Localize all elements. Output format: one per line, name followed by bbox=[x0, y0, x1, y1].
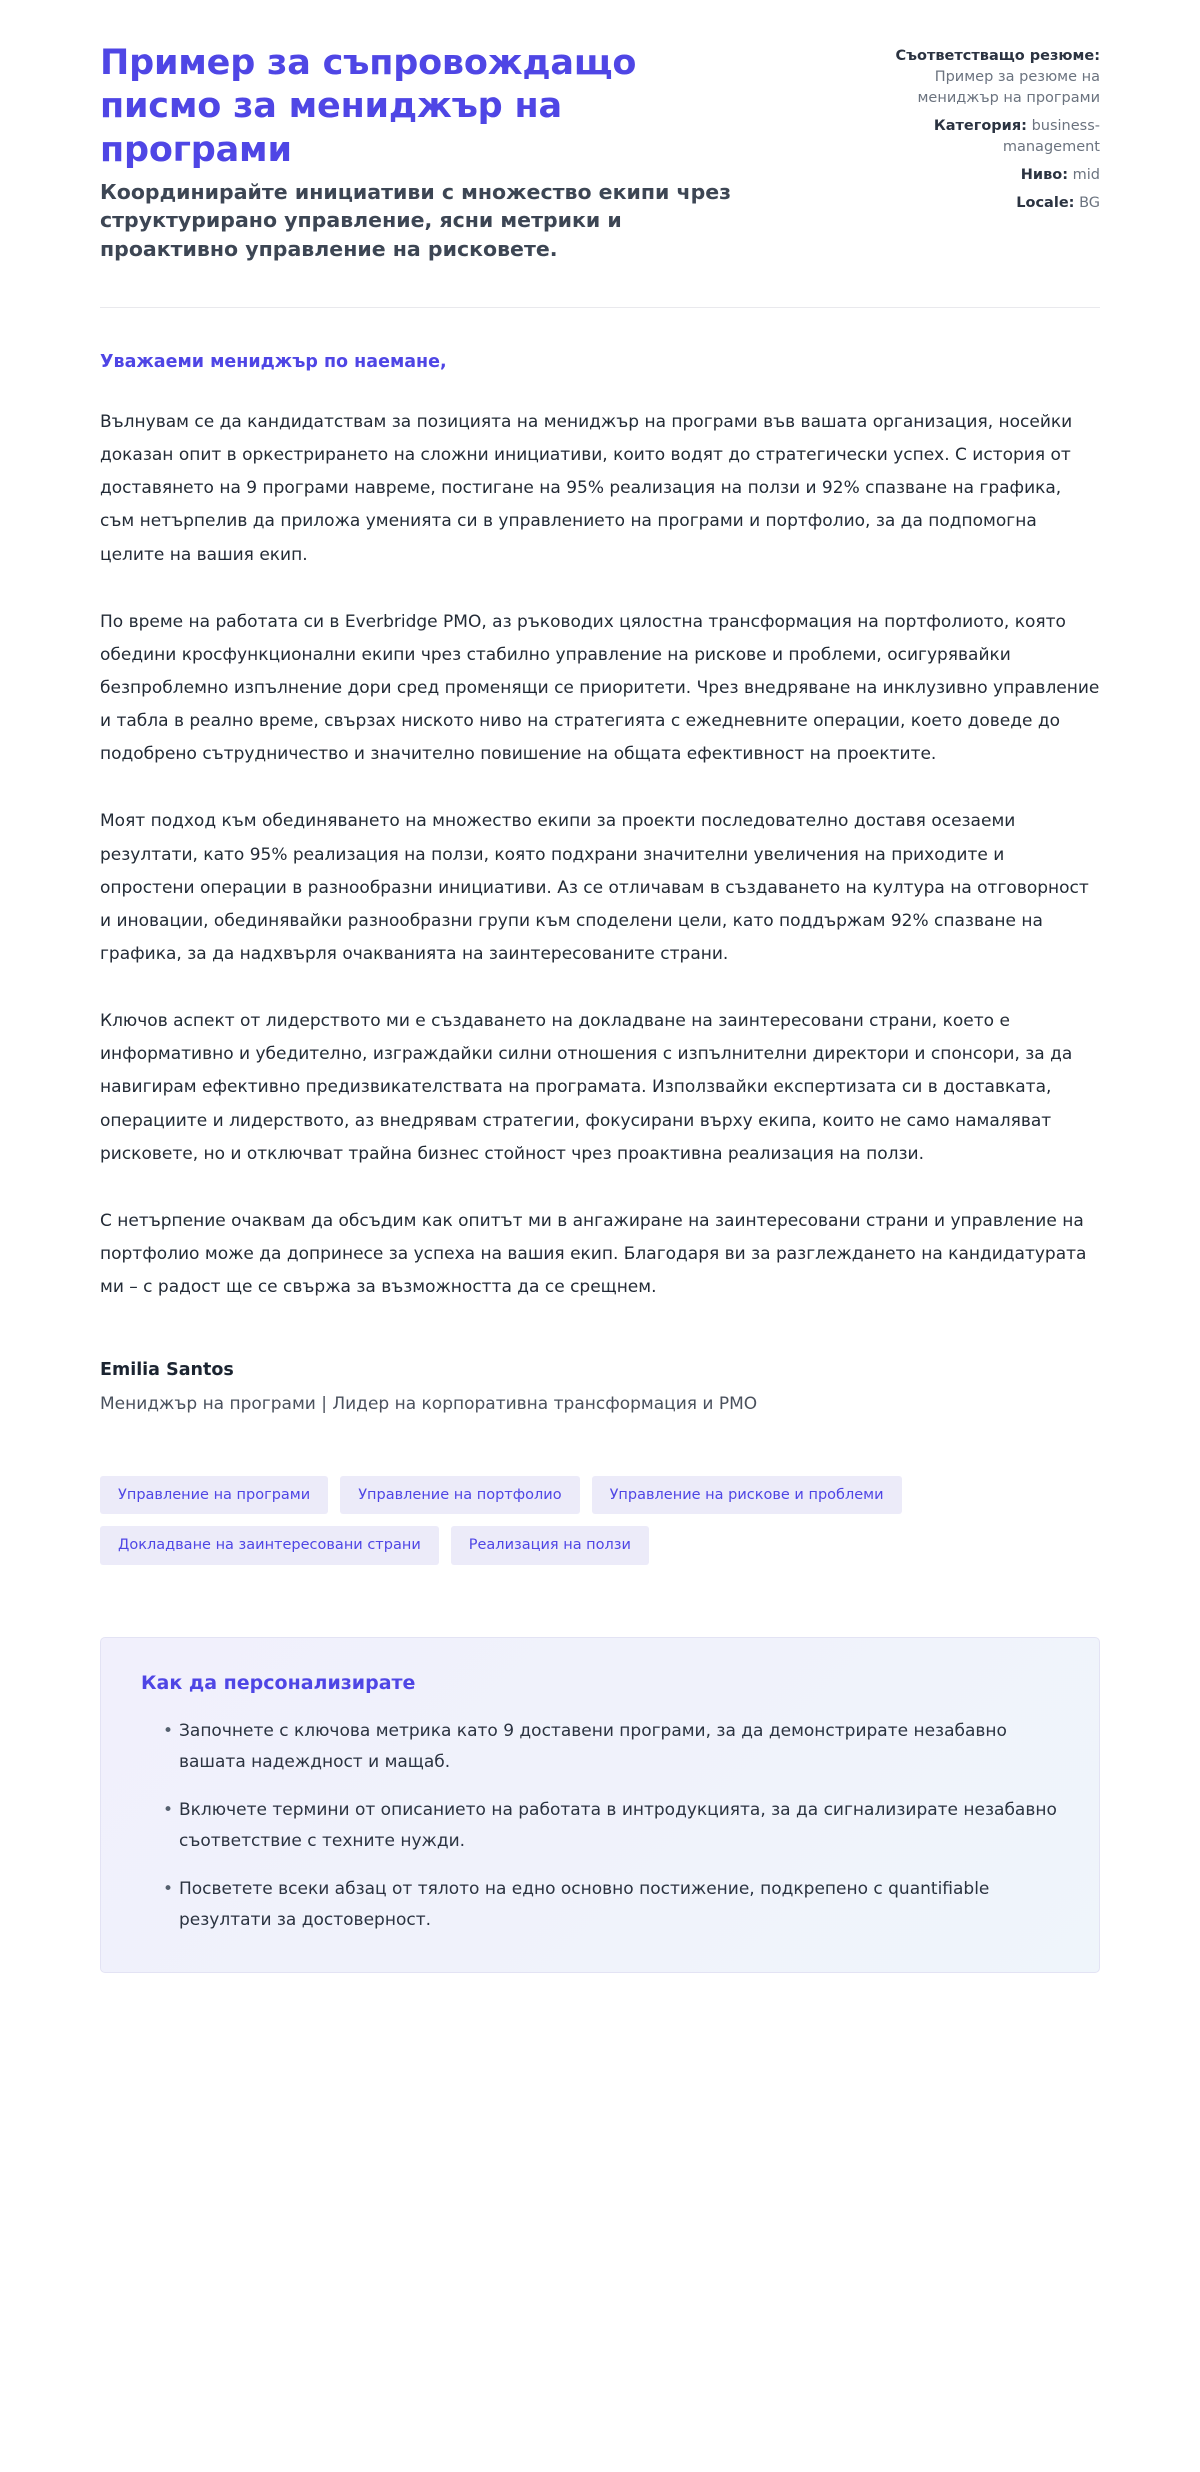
metadata-value: mid bbox=[1072, 167, 1100, 184]
metadata-label: Locale: bbox=[1016, 195, 1075, 212]
metadata-row-level bbox=[870, 165, 1100, 186]
skill-tag[interactable]: Реализация на ползи bbox=[451, 1526, 649, 1565]
letter-paragraph: Ключов аспект от лидерството ми е създаването на докладване на заинтересовани страни, което е информативно и убедително, изграждайки силни отношения с изпълнителни директори и спонсори, за да навигирам ефективно предизвикателствата на програмата. Използвайки експертизата си в доставката, операциите и лидерството, аз внедрявам стратегии, фокусирани върху екипа, които не само намаляват рисковете, но и отключват трайна бизнес стойност чрез проактивна реализация на ползи. bbox=[100, 1011, 1073, 1164]
callout-list-item: • Включете термини от описанието на работата в интродукцията, за да сигнализирате незабавно съответствие с техните нужди. bbox=[163, 1795, 1059, 1858]
cover-letter-body bbox=[100, 308, 1100, 1418]
document-metadata bbox=[870, 42, 1100, 214]
metadata-value: business-management bbox=[1002, 118, 1100, 156]
letter-paragraph: Вълнувам се да кандидатствам за позицията на мениджър на програми във вашата организация, носейки доказан опит в оркестрирането на сложни инициативи, които водят до стратегически успех. С история от доставянето на 9 програми навреме, постигане на 95% реализация на ползи и 92% спазване на графика, съм нетърпелив да приложа уменията си в управлението на програми и портфолио, за да подпомогна целите на вашия екип. bbox=[100, 412, 1073, 565]
metadata-label: Ниво: bbox=[1020, 167, 1069, 184]
page-subtitle: Координирайте инициативи с множество екипи чрез структурирано управление, ясни метрики и проактивно управление на рисковете. bbox=[100, 180, 732, 261]
document-header bbox=[100, 42, 1100, 263]
metadata-row-related-resume bbox=[870, 46, 1100, 109]
skill-tag[interactable]: Управление на портфолио bbox=[340, 1476, 579, 1515]
letter-paragraph: Моят подход към обединяването на множество екипи за проекти последователно доставя осезаеми резултати, като 95% реализация на ползи, която подхрани значителни увеличения на приходите и опростени операции в разнообразни инициативи. Аз се отличавам в създаването на култура на отговорност и иновации, обединявайки разнообразни групи към споделени цели, като поддържам 92% спазване на графика, за да надхвърля очакванията на заинтересованите страни. bbox=[100, 811, 1089, 964]
letter-paragraph: По време на работата си в Everbridge PMO, аз ръководих цялостна трансформация на портфолиото, която обедини кросфункционални екипи чрез стабилно управление на рискове и проблеми, осигурявайки безпроблемно изпълнение дори сред променящи се приоритети. Чрез внедряване на инклузивно управление и табла в реално време, свързах ниското ниво на стратегията с ежедневните операции, което доведе до подобрено сътрудничество и значително повишение на общата ефективност на проектите. bbox=[100, 611, 1100, 765]
letter-signature bbox=[100, 1360, 1100, 1418]
letter-salutation: Уважаеми мениджър по наемане, bbox=[100, 352, 447, 373]
skill-tag-list bbox=[100, 1476, 1030, 1565]
skill-tag[interactable]: Докладване на заинтересовани страни bbox=[100, 1526, 439, 1565]
header-title-block bbox=[100, 42, 760, 263]
customization-callout bbox=[100, 1637, 1100, 1974]
metadata-row-category bbox=[870, 116, 1100, 158]
callout-title: Как да персонализирате bbox=[141, 1671, 416, 1694]
metadata-label: Съответстващо резюме: bbox=[895, 48, 1100, 64]
letter-paragraph: С нетърпение очаквам да обсъдим как опитът ми в ангажиране на заинтересовани страни и управление на портфолио може да допринесе за успеха на вашия екип. Благодаря ви за разглеждането на кандидатурата ми – с радост ще се свържа за възможността да се срещнем. bbox=[100, 1210, 1087, 1298]
skill-tag[interactable]: Управление на програми bbox=[100, 1476, 328, 1515]
signature-role: Мениджър на програми | Лидер на корпоративна трансформация и PMO bbox=[100, 1394, 758, 1415]
metadata-value: Пример за резюме на мениджър на програми bbox=[917, 69, 1100, 107]
metadata-value: BG bbox=[1079, 195, 1100, 212]
metadata-row-locale bbox=[870, 193, 1100, 214]
signature-name: Emilia Santos bbox=[100, 1360, 234, 1381]
skill-tag[interactable]: Управление на рискове и проблеми bbox=[592, 1476, 902, 1515]
callout-list bbox=[141, 1716, 1059, 1937]
metadata-label: Категория: bbox=[933, 118, 1027, 135]
callout-list-item: • Започнете с ключова метрика като 9 доставени програми, за да демонстрирате незабавно вашата надеждност и мащаб. bbox=[163, 1716, 1059, 1779]
callout-list-item: • Посветете всеки абзац от тялото на едно основно постижение, подкрепено с quantifiable резултати за достоверност. bbox=[163, 1874, 1059, 1937]
page-title: Пример за съпровождащо писмо за мениджър на програми bbox=[100, 43, 637, 170]
